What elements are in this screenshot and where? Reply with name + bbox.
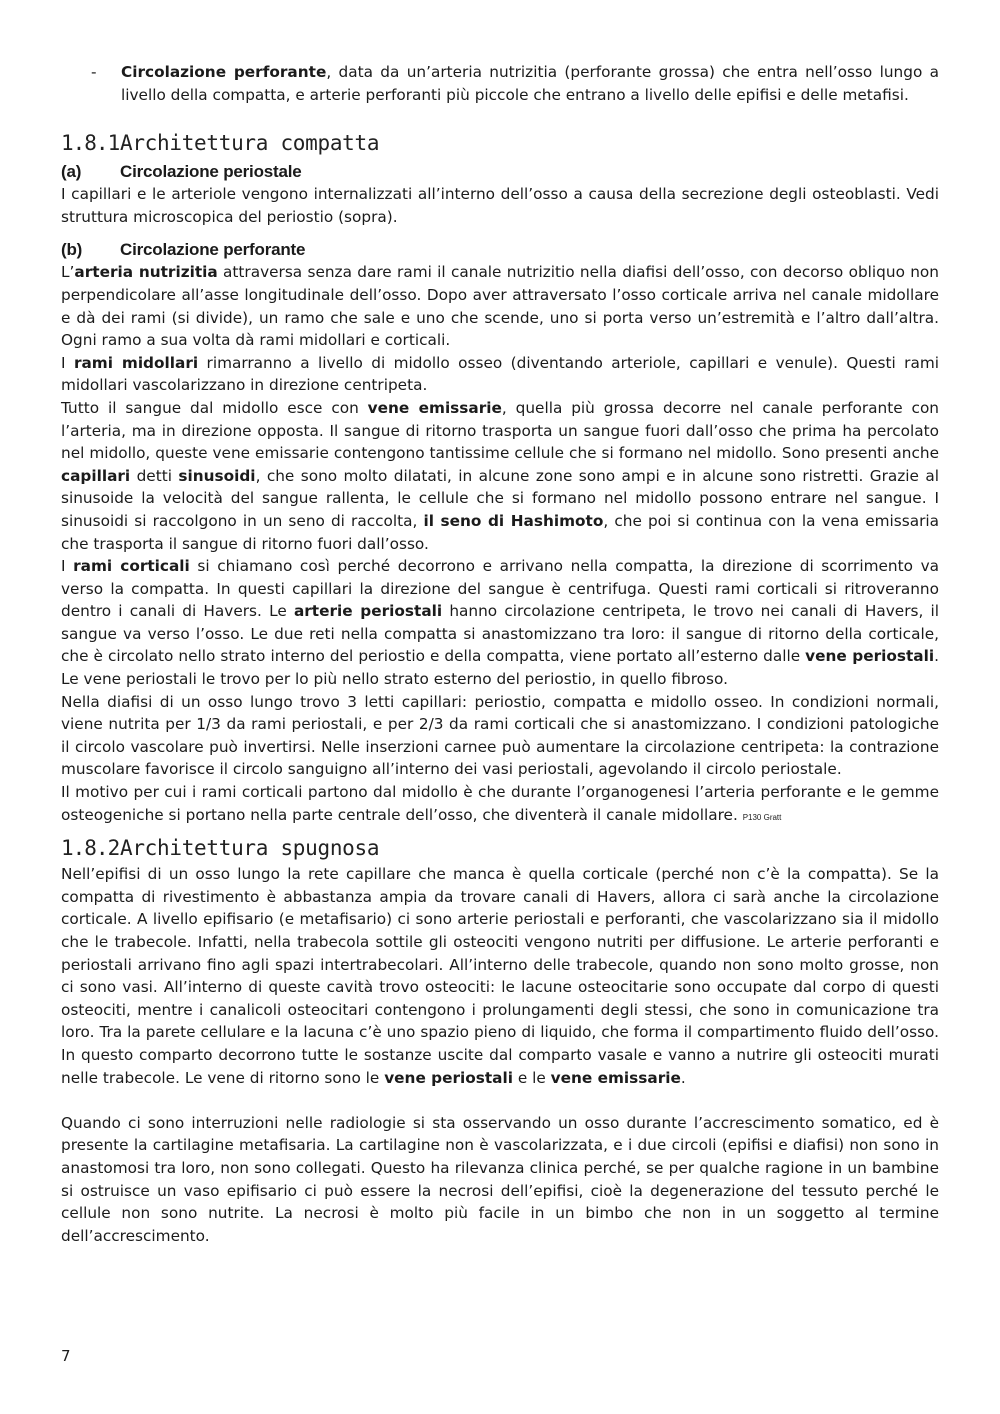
section-title: Architettura compatta xyxy=(120,131,380,156)
paragraph: I capillari e le arteriole vengono internalizzati all’interno dell’osso a causa della secrezione degli osteoblasti. Vedi struttura microscopica del periostio (sopra). xyxy=(61,185,939,226)
bullet-item xyxy=(61,61,939,106)
section-number: 1.8.2 xyxy=(61,836,120,861)
subsection-label: (a) xyxy=(61,162,82,182)
paragraph xyxy=(61,261,939,351)
text-run: . xyxy=(680,1068,686,1087)
bold-term: capillari xyxy=(61,466,131,485)
subsection-heading-b xyxy=(61,239,939,261)
bold-term: vene emissarie xyxy=(367,398,502,417)
bullet-bold-term: Circolazione perforante xyxy=(121,63,327,81)
text-run: , che sono molto dilatati, in alcune zone sono ampi e in alcune sono ristretti. Grazie al sinusoide la velocità del sangue rallenta, le cellule che si formano nel midollo possono entrare nel sangue. I sinusoidi si raccolgono in un seno di raccolta, xyxy=(61,466,939,530)
text-run: Tutto il sangue dal midollo esce con xyxy=(61,398,368,417)
subsection-label: (b) xyxy=(61,240,83,260)
section-number: 1.8.1 xyxy=(61,131,120,156)
bold-term: vene periostali xyxy=(384,1068,513,1087)
bold-term: vene emissarie xyxy=(550,1068,681,1087)
text-run: e le xyxy=(513,1068,551,1087)
bullet-text: , data da un’arteria nutrizitia (perforante grossa) che entra nell’osso lungo a livello della compatta, e arterie perforanti più piccole che entrano a livello delle epifisi e delle metafisi. xyxy=(121,63,939,104)
text-run: rimarranno a livello di midollo osseo (diventando arteriole, capillari e venule). Questi rami midollari vascolarizzano in direzione centripeta. xyxy=(61,353,939,395)
bold-term: il seno di Hashimoto xyxy=(423,511,604,530)
bold-term: vene periostali xyxy=(805,647,935,666)
text-run: detti xyxy=(130,466,179,485)
subsection-title: Circolazione periostale xyxy=(120,162,302,182)
paragraph xyxy=(61,863,939,1089)
page-content xyxy=(61,61,939,1247)
section-title: Architettura spugnosa xyxy=(120,836,380,861)
text-run: I xyxy=(61,557,74,576)
bold-term: rami corticali xyxy=(73,557,190,576)
paragraph-gap xyxy=(61,1089,939,1112)
section-heading-2 xyxy=(61,833,939,863)
paragraph xyxy=(61,555,939,691)
reference-note: P130 Gratt xyxy=(742,812,782,822)
subsection-heading-a xyxy=(61,161,939,183)
text-run: attraversa senza dare rami il canale nutrizitio nella diafisi dell’osso, con decorso obliquo non perpendicolare all’asse longitudinale dell’osso. Dopo aver attraversato l’osso corticale arriva nel canale midollare e dà dei rami (si divide), un ramo che sale e uno che scende, uno si porta verso un’estremità e l’altro dall’altra. Ogni ramo a sua volta dà rami midollari e corticali. xyxy=(61,263,939,350)
text-run: hanno circolazione centripeta, le trovo nei canali di Havers, il sangue va verso l’osso. Le due reti nella compatta si anastomizzano tra loro: il sangue di ritorno della corticale, che è circolato nello strato interno del periostio e della compatta, viene portato all’esterno dalle xyxy=(61,602,939,666)
section-heading-1 xyxy=(61,128,939,158)
text-run: L’ xyxy=(61,263,75,282)
paragraph xyxy=(61,352,939,397)
bold-term: sinusoidi xyxy=(178,466,256,485)
paragraph xyxy=(61,397,939,555)
text-run: , che poi si continua con la vena emissaria che trasporta il sangue di ritorno fuori dall’osso. xyxy=(61,511,940,553)
paragraph xyxy=(61,781,939,829)
bullet-dash: - xyxy=(91,63,97,81)
text-run: Nell’epifisi di un osso lungo la rete capillare che manca è quella corticale (perché non c’è la compatta). Se la compatta di rivestimento è abbastanza ampia da trovare canali di Havers, allora ci sarà anche la circolazione corticale. A livello epifisario (e metafisario) ci sono arterie periostali e perforanti, che vascolarizzano sia il midollo che le trabecole. Infatti, nella trabecola sottile gli osteociti vengono nutriti per diffusione. Le arterie perforanti e periostali arrivano fino agli spazi intertrabecolari. All’interno delle trabecole, quando non sono molto grosse, non ci sono vasi. All’interno di queste cavità trovo osteociti: le lacune osteocitarie sono occupate dal corpo di questi osteociti, mentre i canalicoli osteocitari contengono i prolungamenti degli stessi, che sono in comunicazione tra loro. Tra la parete cellulare e la lacuna c’è uno spazio pieno di liquido, che forma il compartimento fluido dell’osso. In questo comparto decorrono tutte le sostanze uscite dal comparto vasale e vanno a nutrire gli osteociti murati nelle trabecole. Le vene di ritorno sono le xyxy=(61,865,939,1087)
bold-term: arteria nutrizitia xyxy=(74,263,218,282)
subsection-title: Circolazione perforante xyxy=(120,240,306,260)
bold-term: rami midollari xyxy=(73,353,199,372)
text-run: si chiamano così perché decorrono e arrivano nella compatta, la direzione di scorrimento va verso la compatta. In questi capillari la direzione del sangue è centrifuga. Questi rami corticali si ritroveranno dentro i canali di Havers. Le xyxy=(61,557,939,621)
text-run: I xyxy=(61,353,74,372)
bold-term: arterie periostali xyxy=(293,602,443,621)
text-run: . Le vene periostali le trovo per lo più nello strato esterno del periostio, in quello fibroso. xyxy=(61,647,939,689)
text-run: , quella più grossa decorre nel canale perforante con l’arteria, ma in direzione opposta. Il sangue di ritorno trasporta un sangue fuori dall’osso che prima ha percolato nel midollo, queste vene emissarie contengono tantissime cellule che si formano nel midollo. Sono presenti anche xyxy=(61,398,939,463)
text-run: Il motivo per cui i rami corticali partono dal midollo è che durante l’organogenesi l’arteria perforante e le gemme osteogeniche si portano nella parte centrale dell’osso, che diventerà il canale midollare. xyxy=(61,783,939,824)
page-number: 7 xyxy=(61,1347,71,1365)
paragraph: Nella diafisi di un osso lungo trovo 3 letti capillari: periostio, compatta e midollo osseo. In condizioni normali, viene nutrita per 1/3 da rami periostali, e per 2/3 da rami corticali che si anastomizzano. I condizioni patologiche il circolo vascolare può invertirsi. Nelle inserzioni carnee può aumentare la circolazione centripeta: la contrazione muscolare favorisce il circolo sanguigno all’interno dei vasi periostali, agevolando il circolo periostale. xyxy=(61,692,939,779)
paragraph: Quando ci sono interruzioni nelle radiologie si sta osservando un osso durante l’accrescimento somatico, ed è presente la cartilagine metafisaria. La cartilagine non è vascolarizzata, e i due circoli (epifisi e diafisi) non sono in anastomosi tra loro, non sono collegati. Questo ha rilevanza clinica perché, se per qualche ragione in un bambine si ostruisce un vaso epifisario ci può essere la necrosi dell’epifisi, cioè la degenerazione del tessuto perché le cellule non sono nutrite. La necrosi è molto più facile in un bimbo che non in un soggetto al termine dell’accrescimento. xyxy=(61,1113,939,1245)
